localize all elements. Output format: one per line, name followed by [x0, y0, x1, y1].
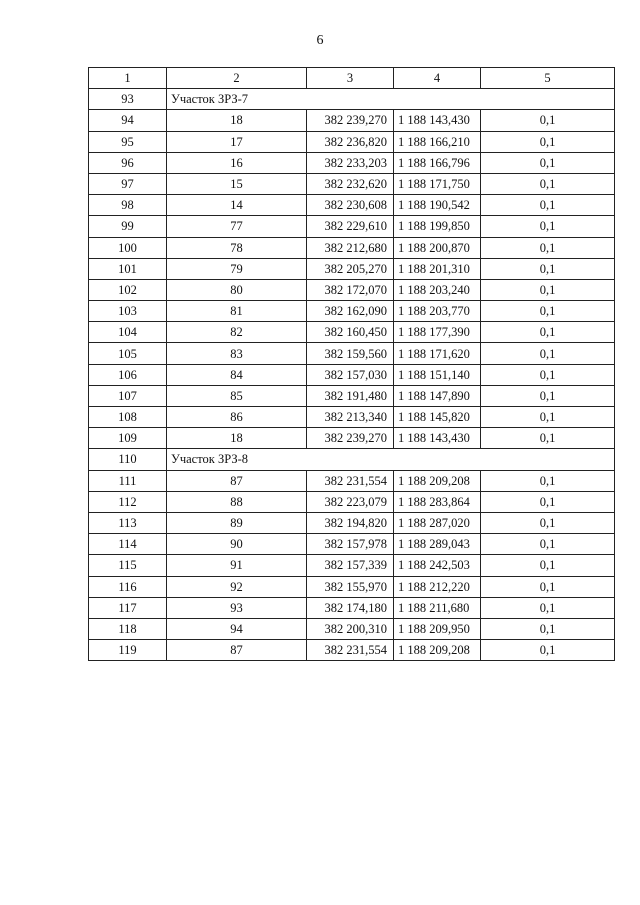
row-number: 106 [89, 364, 167, 385]
accuracy-value: 0,1 [481, 343, 615, 364]
point-number: 15 [167, 173, 307, 194]
y-coordinate: 1 188 212,220 [394, 576, 481, 597]
y-coordinate: 1 188 283,864 [394, 491, 481, 512]
row-number: 96 [89, 152, 167, 173]
point-number: 88 [167, 491, 307, 512]
x-coordinate: 382 157,978 [307, 534, 394, 555]
accuracy-value: 0,1 [481, 491, 615, 512]
row-number: 103 [89, 301, 167, 322]
x-coordinate: 382 159,560 [307, 343, 394, 364]
section-row [89, 449, 615, 470]
y-coordinate: 1 188 209,208 [394, 470, 481, 491]
x-coordinate: 382 160,450 [307, 322, 394, 343]
table-row [89, 364, 615, 385]
accuracy-value: 0,1 [481, 534, 615, 555]
row-number: 108 [89, 407, 167, 428]
header-col-1: 1 [89, 68, 167, 89]
row-number: 111 [89, 470, 167, 491]
table-row [89, 237, 615, 258]
table-row [89, 279, 615, 300]
point-number: 81 [167, 301, 307, 322]
header-col-5: 5 [481, 68, 615, 89]
point-number: 89 [167, 512, 307, 533]
y-coordinate: 1 188 201,310 [394, 258, 481, 279]
x-coordinate: 382 236,820 [307, 131, 394, 152]
x-coordinate: 382 212,680 [307, 237, 394, 258]
accuracy-value: 0,1 [481, 322, 615, 343]
accuracy-value: 0,1 [481, 152, 615, 173]
x-coordinate: 382 162,090 [307, 301, 394, 322]
accuracy-value: 0,1 [481, 618, 615, 639]
y-coordinate: 1 188 177,390 [394, 322, 481, 343]
accuracy-value: 0,1 [481, 301, 615, 322]
table-row [89, 173, 615, 194]
point-number: 86 [167, 407, 307, 428]
row-number: 100 [89, 237, 167, 258]
y-coordinate: 1 188 289,043 [394, 534, 481, 555]
x-coordinate: 382 200,310 [307, 618, 394, 639]
accuracy-value: 0,1 [481, 364, 615, 385]
y-coordinate: 1 188 287,020 [394, 512, 481, 533]
y-coordinate: 1 188 203,770 [394, 301, 481, 322]
y-coordinate: 1 188 143,430 [394, 428, 481, 449]
header-col-4: 4 [394, 68, 481, 89]
x-coordinate: 382 191,480 [307, 385, 394, 406]
y-coordinate: 1 188 199,850 [394, 216, 481, 237]
x-coordinate: 382 232,620 [307, 173, 394, 194]
section-label: Участок ЗРЗ-8 [167, 449, 615, 470]
point-number: 82 [167, 322, 307, 343]
x-coordinate: 382 157,030 [307, 364, 394, 385]
y-coordinate: 1 188 190,542 [394, 195, 481, 216]
y-coordinate: 1 188 171,750 [394, 173, 481, 194]
point-number: 87 [167, 470, 307, 491]
accuracy-value: 0,1 [481, 407, 615, 428]
x-coordinate: 382 155,970 [307, 576, 394, 597]
accuracy-value: 0,1 [481, 110, 615, 131]
row-number: 119 [89, 640, 167, 661]
y-coordinate: 1 188 203,240 [394, 279, 481, 300]
point-number: 14 [167, 195, 307, 216]
y-coordinate: 1 188 211,680 [394, 597, 481, 618]
row-number: 110 [89, 449, 167, 470]
y-coordinate: 1 188 147,890 [394, 385, 481, 406]
row-number: 114 [89, 534, 167, 555]
y-coordinate: 1 188 200,870 [394, 237, 481, 258]
table-row [89, 491, 615, 512]
row-number: 99 [89, 216, 167, 237]
accuracy-value: 0,1 [481, 470, 615, 491]
point-number: 18 [167, 110, 307, 131]
row-number: 113 [89, 512, 167, 533]
point-number: 18 [167, 428, 307, 449]
x-coordinate: 382 223,079 [307, 491, 394, 512]
x-coordinate: 382 231,554 [307, 640, 394, 661]
row-number: 107 [89, 385, 167, 406]
table-row [89, 555, 615, 576]
point-number: 83 [167, 343, 307, 364]
accuracy-value: 0,1 [481, 512, 615, 533]
table-row [89, 216, 615, 237]
coordinates-table [88, 67, 615, 661]
x-coordinate: 382 230,608 [307, 195, 394, 216]
table-row [89, 640, 615, 661]
x-coordinate: 382 213,340 [307, 407, 394, 428]
x-coordinate: 382 172,070 [307, 279, 394, 300]
table-row [89, 131, 615, 152]
accuracy-value: 0,1 [481, 555, 615, 576]
header-col-3: 3 [307, 68, 394, 89]
accuracy-value: 0,1 [481, 195, 615, 216]
row-number: 95 [89, 131, 167, 152]
x-coordinate: 382 174,180 [307, 597, 394, 618]
point-number: 91 [167, 555, 307, 576]
row-number: 117 [89, 597, 167, 618]
row-number: 112 [89, 491, 167, 512]
table-row [89, 110, 615, 131]
row-number: 93 [89, 89, 167, 110]
x-coordinate: 382 231,554 [307, 470, 394, 491]
accuracy-value: 0,1 [481, 173, 615, 194]
table-row [89, 618, 615, 639]
table-row [89, 152, 615, 173]
row-number: 98 [89, 195, 167, 216]
y-coordinate: 1 188 151,140 [394, 364, 481, 385]
x-coordinate: 382 194,820 [307, 512, 394, 533]
accuracy-value: 0,1 [481, 597, 615, 618]
header-col-2: 2 [167, 68, 307, 89]
point-number: 79 [167, 258, 307, 279]
x-coordinate: 382 233,203 [307, 152, 394, 173]
coordinates-table-body [89, 68, 615, 661]
table-row [89, 343, 615, 364]
x-coordinate: 382 239,270 [307, 110, 394, 131]
table-row [89, 470, 615, 491]
accuracy-value: 0,1 [481, 640, 615, 661]
accuracy-value: 0,1 [481, 385, 615, 406]
row-number: 104 [89, 322, 167, 343]
y-coordinate: 1 188 171,620 [394, 343, 481, 364]
point-number: 92 [167, 576, 307, 597]
table-row [89, 258, 615, 279]
y-coordinate: 1 188 145,820 [394, 407, 481, 428]
table-row [89, 534, 615, 555]
accuracy-value: 0,1 [481, 428, 615, 449]
page-number: 6 [316, 33, 324, 48]
accuracy-value: 0,1 [481, 131, 615, 152]
point-number: 80 [167, 279, 307, 300]
x-coordinate: 382 157,339 [307, 555, 394, 576]
row-number: 118 [89, 618, 167, 639]
x-coordinate: 382 229,610 [307, 216, 394, 237]
table-row [89, 576, 615, 597]
y-coordinate: 1 188 242,503 [394, 555, 481, 576]
table-row [89, 597, 615, 618]
y-coordinate: 1 188 143,430 [394, 110, 481, 131]
table-row [89, 407, 615, 428]
point-number: 90 [167, 534, 307, 555]
row-number: 109 [89, 428, 167, 449]
table-row [89, 385, 615, 406]
table-row [89, 428, 615, 449]
point-number: 78 [167, 237, 307, 258]
y-coordinate: 1 188 209,950 [394, 618, 481, 639]
accuracy-value: 0,1 [481, 279, 615, 300]
row-number: 105 [89, 343, 167, 364]
point-number: 85 [167, 385, 307, 406]
point-number: 93 [167, 597, 307, 618]
row-number: 101 [89, 258, 167, 279]
y-coordinate: 1 188 209,208 [394, 640, 481, 661]
row-number: 102 [89, 279, 167, 300]
point-number: 77 [167, 216, 307, 237]
table-row [89, 322, 615, 343]
point-number: 16 [167, 152, 307, 173]
accuracy-value: 0,1 [481, 576, 615, 597]
x-coordinate: 382 239,270 [307, 428, 394, 449]
point-number: 94 [167, 618, 307, 639]
table-row [89, 195, 615, 216]
point-number: 17 [167, 131, 307, 152]
table-row [89, 301, 615, 322]
accuracy-value: 0,1 [481, 258, 615, 279]
row-number: 115 [89, 555, 167, 576]
accuracy-value: 0,1 [481, 237, 615, 258]
point-number: 87 [167, 640, 307, 661]
row-number: 94 [89, 110, 167, 131]
table-header-row [89, 68, 615, 89]
section-label: Участок ЗРЗ-7 [167, 89, 615, 110]
row-number: 97 [89, 173, 167, 194]
point-number: 84 [167, 364, 307, 385]
y-coordinate: 1 188 166,796 [394, 152, 481, 173]
x-coordinate: 382 205,270 [307, 258, 394, 279]
y-coordinate: 1 188 166,210 [394, 131, 481, 152]
accuracy-value: 0,1 [481, 216, 615, 237]
section-row [89, 89, 615, 110]
row-number: 116 [89, 576, 167, 597]
table-row [89, 512, 615, 533]
